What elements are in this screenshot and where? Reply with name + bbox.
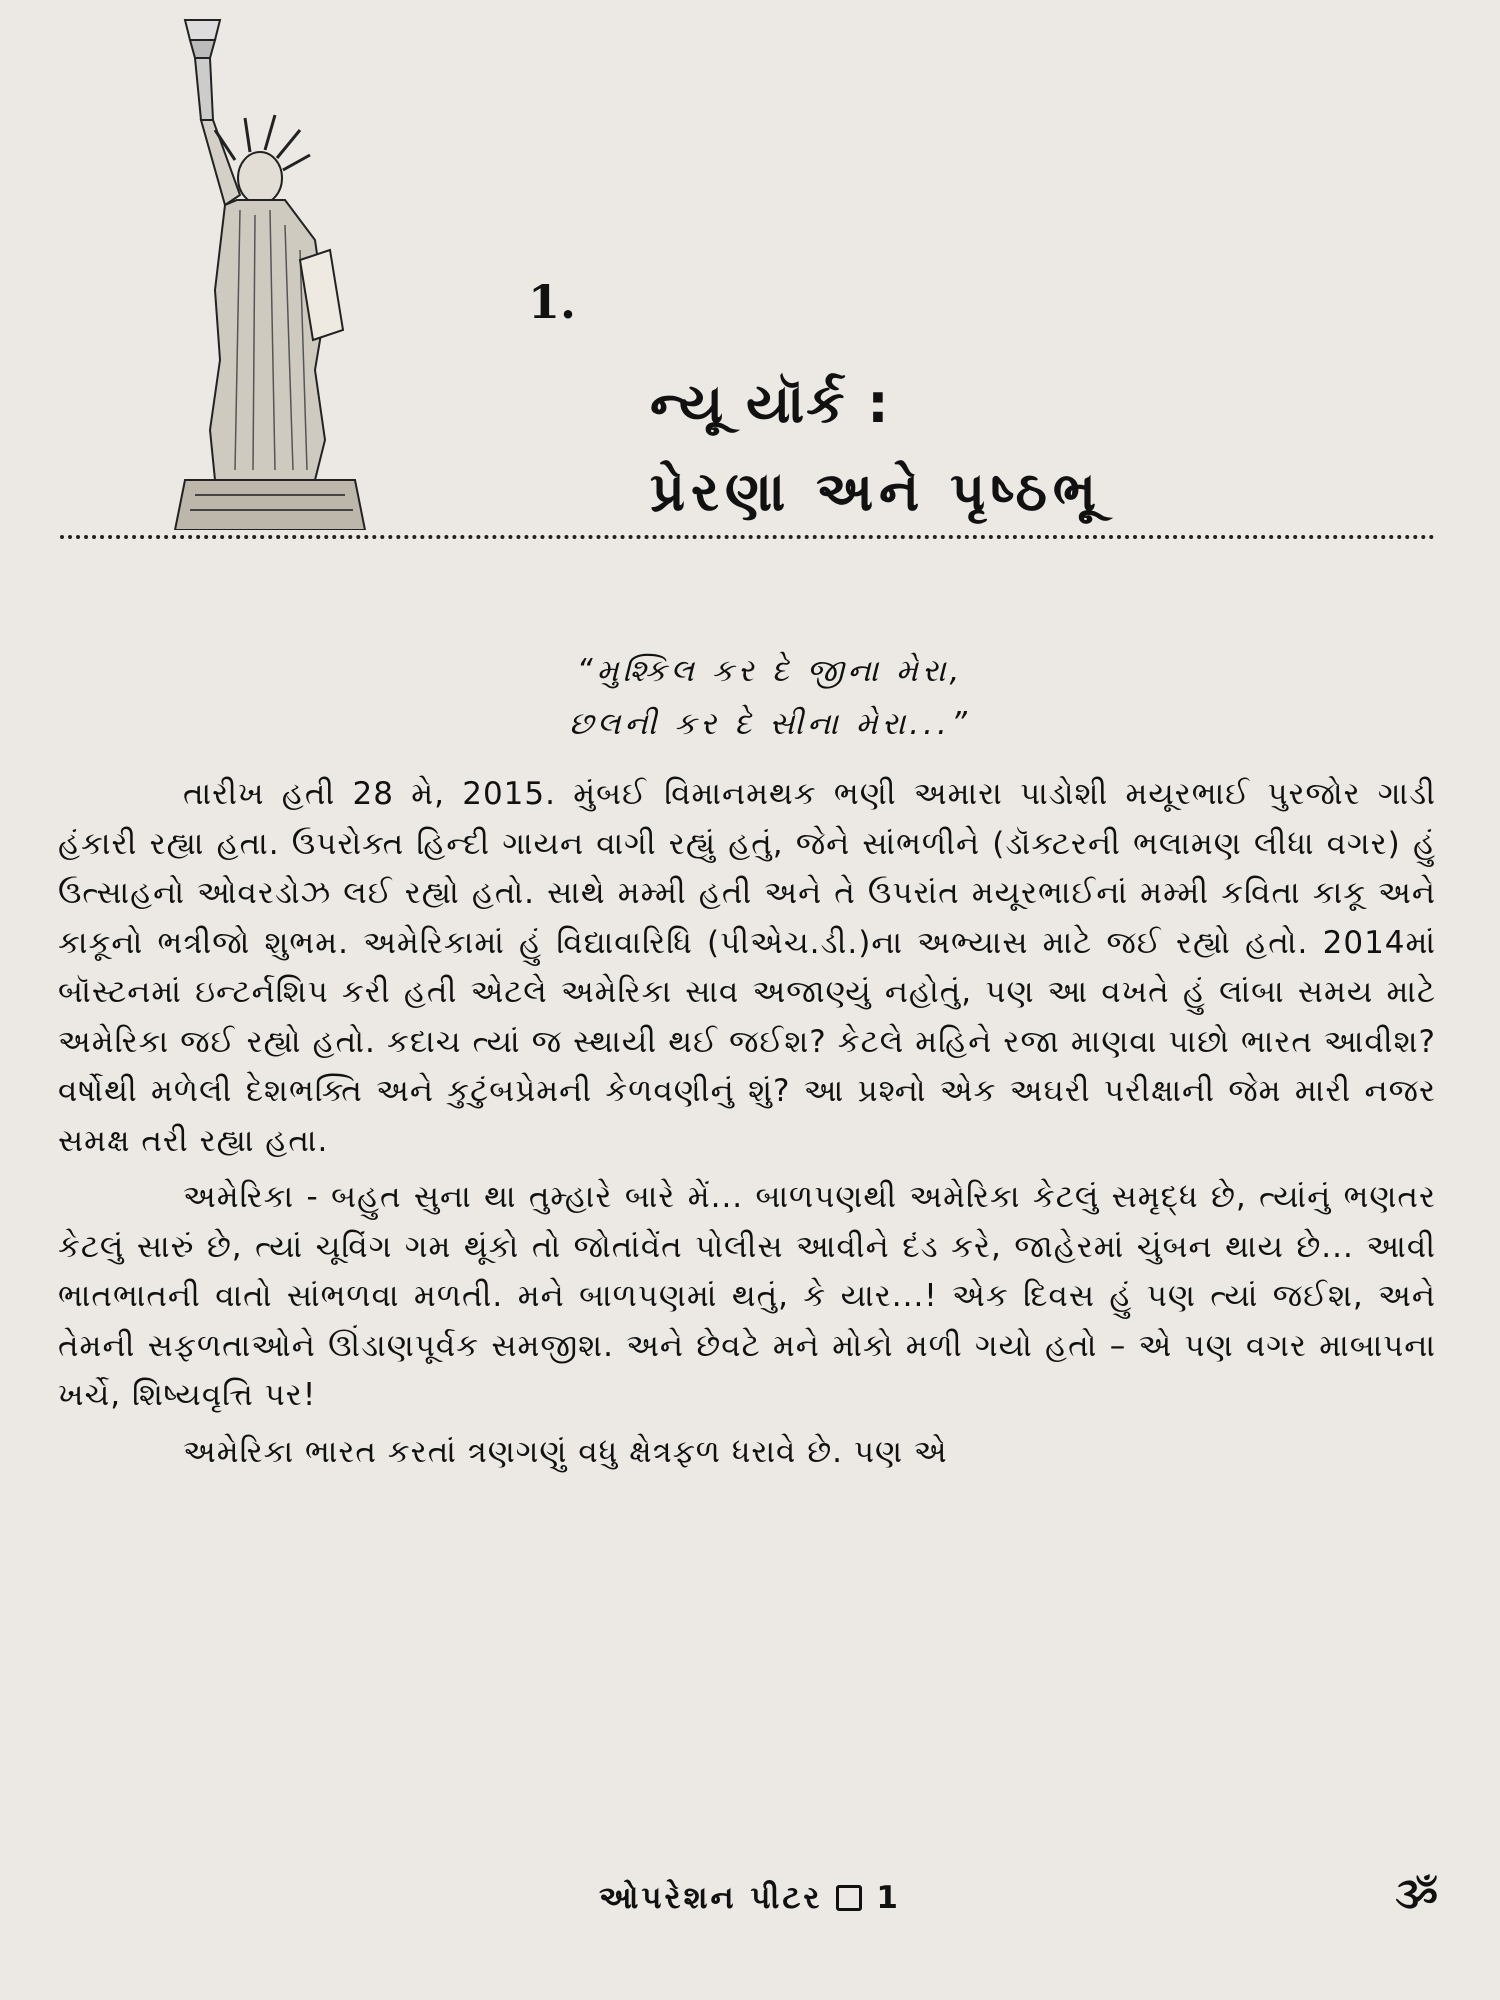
square-icon bbox=[836, 1885, 862, 1911]
song-quote bbox=[0, 645, 1500, 751]
quote-line-1: “મુશ્કિલ કર દે જીના મેરા, bbox=[576, 653, 964, 689]
quote-line-2: છલની કર દે સીના મેરા...” bbox=[569, 706, 971, 742]
page-footer bbox=[0, 1880, 1500, 1917]
chapter-title-line-2: પ્રેરણા અને પૃષ્ઠભૂ bbox=[650, 460, 1103, 523]
dotted-divider bbox=[60, 535, 1435, 539]
footer-page-number: 1 bbox=[876, 1880, 901, 1916]
body-text bbox=[58, 770, 1436, 1484]
om-symbol-icon: ૐ bbox=[1395, 1872, 1439, 1918]
footer-book-title: ઓપરેશન પીટર bbox=[599, 1880, 823, 1916]
paragraph-1: તારીખ હતી 28 મે, 2015. મુંબઈ વિમાનમથક ભણી અમારા પાડોશી મયૂરભાઈ પુરજોર ગાડી હંકારી રહ્યા હતા. ઉપરોક્ત હિન્દી ગાયન વાગી રહ્યું હતું, જેને સાંભળીને (ડૉક્ટરની ભલામણ લીધા વગર) હું ઉત્સાહનો ઓવરડોઝ લઈ રહ્યો હતો. સાથે મમ્મી હતી અને તે ઉપરાંત મયૂરભાઈનાં મમ્મી કવિતા કાકૂ અને કાકૂનો ભત્રીજો શુભમ. અમેરિકામાં હું વિદ્યાવારિધિ (પીએચ.ડી.)ના અભ્યાસ માટે જઈ રહ્યો હતો. 2014માં બૉસ્ટનમાં ઇન્ટર્નશિપ કરી હતી એટલે અમેરિકા સાવ અજાણ્યું નહોતું, પણ આ વખતે હું લાંબા સમય માટે અમેરિકા જઈ રહ્યો હતો. કદાચ ત્યાં જ સ્થાયી થઈ જઈશ? કેટલે મહિને રજા માણવા પાછો ભારત આવીશ? વર્ષોથી મળેલી દેશભક્તિ અને કુટુંબપ્રેમની કેળવણીનું શું? આ પ્રશ્નો એક અઘરી પરીક્ષાની જેમ મારી નજર સમક્ષ તરી રહ્યા હતા. bbox=[58, 776, 1436, 1159]
statue-of-liberty-illustration bbox=[165, 10, 525, 530]
chapter-title-line-1: ન્યૂ યૉર્ક : bbox=[650, 372, 891, 435]
paragraph-2: અમેરિકા - બહુત સુના થા તુમ્હારે બારે મેં... બાળપણથી અમેરિકા કેટલું સમૃદ્ધ છે, ત્યાંનું ભણતર કેટલું સારું છે, ત્યાં ચૂવિંગ ગમ થૂંકો તો જોતાંવેંત પોલીસ આવીને દંડ કરે, જાહેરમાં ચુંબન થાય છે... આવી ભાતભાતની વાતો સાંભળવા મળતી. મને બાળપણમાં થતું, કે યાર...! એક દિવસ હું પણ ત્યાં જઈશ, અને તેમની સફળતાઓને ઊંડાણપૂર્વક સમજીશ. અને છેવટે મને મોકો મળી ગયો હતો – એ પણ વગર માબાપના ખર્ચે, શિષ્યવૃત્તિ પર! bbox=[58, 1179, 1436, 1413]
chapter-number: 1. bbox=[528, 275, 577, 329]
paragraph-3: અમેરિકા ભારત કરતાં ત્રણગણું વધુ ક્ષેત્રફળ ધરાવે છે. પણ એ bbox=[183, 1433, 948, 1470]
